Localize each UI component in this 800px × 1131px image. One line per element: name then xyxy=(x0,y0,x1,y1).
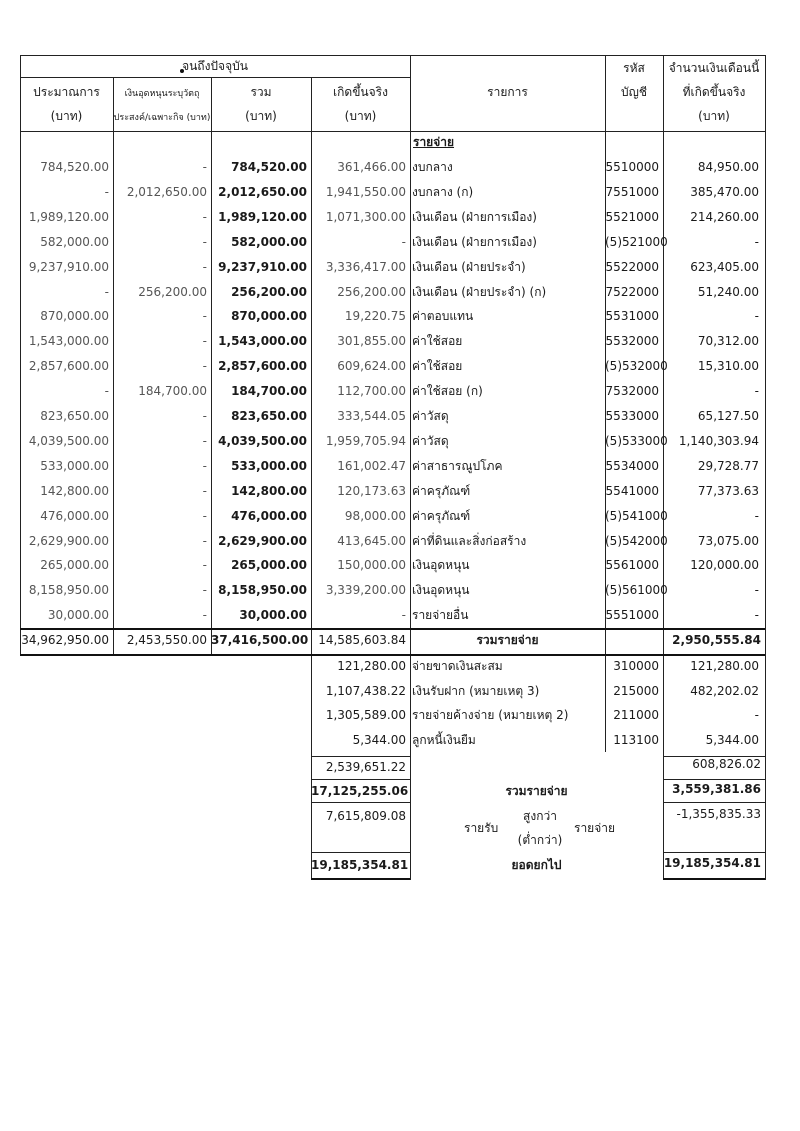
row-actual: - xyxy=(401,235,406,249)
grand-month: 3,559,381.86 xyxy=(672,782,761,796)
row-code: (5)532000 xyxy=(605,359,668,373)
carry-top-line-r xyxy=(663,852,765,853)
table-top-border xyxy=(20,55,765,56)
row-actual: - xyxy=(401,608,406,622)
extra-code: 113100 xyxy=(613,733,659,747)
total-total: 37,416,500.00 xyxy=(211,633,309,647)
extra-code: 211000 xyxy=(613,708,659,722)
row-code: 7551000 xyxy=(605,185,659,199)
row-month: 73,075.00 xyxy=(697,534,759,548)
row-subsidy: - xyxy=(202,235,207,249)
code-col-line xyxy=(605,655,606,752)
row-budget: - xyxy=(104,384,109,398)
row-budget: 2,857,600.00 xyxy=(28,359,109,373)
grand-top-line xyxy=(311,779,410,780)
row-actual: 161,002.47 xyxy=(337,459,406,473)
row-month: - xyxy=(754,235,759,249)
row-total: 1,543,000.00 xyxy=(218,334,307,348)
row-code: 5522000 xyxy=(605,260,659,274)
diff-income-label: รายรับ xyxy=(464,821,499,835)
extra-month: 121,280.00 xyxy=(690,659,759,673)
row-month: 15,310.00 xyxy=(697,359,759,373)
total-top-border xyxy=(20,628,765,630)
row-actual: 120,173.63 xyxy=(337,484,406,498)
row-actual: 333,544.05 xyxy=(337,409,406,423)
row-month: 385,470.00 xyxy=(690,185,759,199)
row-actual: 609,624.00 xyxy=(337,359,406,373)
row-total: 823,650.00 xyxy=(231,409,307,423)
row-item: รายจ่ายอื่น xyxy=(412,608,469,622)
extra-month: 482,202.02 xyxy=(690,684,759,698)
item-header: รายการ xyxy=(487,85,528,99)
row-code: 5510000 xyxy=(605,160,659,174)
row-item: ค่าครุภัณฑ์ xyxy=(412,509,471,523)
grand-actual: 17,125,255.06 xyxy=(311,784,409,798)
extra-item: รายจ่ายค้างจ่าย (หมายเหตุ 2) xyxy=(412,708,569,722)
row-total: 533,000.00 xyxy=(231,459,307,473)
carry-bottom-line-r xyxy=(663,878,765,880)
grand-top-line-r xyxy=(663,779,765,780)
row-month: 70,312.00 xyxy=(697,334,759,348)
total-header: รวม xyxy=(250,85,272,99)
row-subsidy: - xyxy=(202,334,207,348)
row-month: - xyxy=(754,384,759,398)
row-month: 120,000.00 xyxy=(690,558,759,572)
extra-month: - xyxy=(754,708,759,722)
row-actual: 256,200.00 xyxy=(337,285,406,299)
total-bottom-border xyxy=(20,654,765,656)
header-bottom-border xyxy=(20,131,765,132)
extra-item: ลูกหนี้เงินยืม xyxy=(412,733,476,747)
row-budget: - xyxy=(104,185,109,199)
row-subsidy: - xyxy=(202,608,207,622)
row-month: - xyxy=(754,608,759,622)
subsidy-header: เงินอุดหนุนระบุวัตถุ xyxy=(124,89,200,99)
month-header: จำนวนเงินเดือนนี้ xyxy=(668,61,760,75)
total-label: รวมรายจ่าย xyxy=(476,633,539,647)
sub-actual: 2,539,651.22 xyxy=(325,760,406,774)
extra-actual: 1,305,589.00 xyxy=(325,708,406,722)
carry-bottom-line xyxy=(311,878,410,880)
row-total: 142,800.00 xyxy=(231,484,307,498)
row-actual: 1,071,300.00 xyxy=(325,210,406,224)
row-code: 7532000 xyxy=(605,384,659,398)
row-month: 84,950.00 xyxy=(697,160,759,174)
row-budget: 870,000.00 xyxy=(40,309,109,323)
section-title: รายจ่าย xyxy=(413,135,455,149)
row-item: ค่าที่ดินและสิ่งก่อสร้าง xyxy=(412,534,527,548)
row-actual: 1,959,705.94 xyxy=(325,434,406,448)
row-budget: 2,629,900.00 xyxy=(28,534,109,548)
row-actual: 361,466.00 xyxy=(337,160,406,174)
row-budget: 784,520.00 xyxy=(40,160,109,174)
row-subsidy: - xyxy=(202,558,207,572)
row-subsidy: - xyxy=(202,309,207,323)
row-month: - xyxy=(754,309,759,323)
row-total: 265,000.00 xyxy=(231,558,307,572)
row-item: ค่าวัสดุ xyxy=(412,409,449,423)
row-total: 8,158,950.00 xyxy=(218,583,307,597)
row-item: ค่าใช้สอย (ก) xyxy=(412,384,483,398)
row-month: - xyxy=(754,583,759,597)
row-item: เงินอุดหนุน xyxy=(412,558,470,572)
row-budget: 1,543,000.00 xyxy=(28,334,109,348)
sub-top-line xyxy=(311,756,410,757)
row-month: 29,728.77 xyxy=(697,459,759,473)
budget-unit: (บาท) xyxy=(50,109,83,123)
row-subsidy: - xyxy=(202,484,207,498)
row-code: 5532000 xyxy=(605,334,659,348)
row-item: ค่าตอบแทน xyxy=(412,309,474,323)
row-item: เงินเดือน (ฝ่ายประจำ) xyxy=(412,260,526,274)
header-split-line xyxy=(20,77,410,78)
extra-item: เงินรับฝาก (หมายเหตุ 3) xyxy=(412,684,540,698)
code-header-2: บัญชี xyxy=(621,85,647,99)
row-budget: 1,989,120.00 xyxy=(28,210,109,224)
month-header-2: ที่เกิดขึ้นจริง xyxy=(682,85,746,99)
total-actual: 14,585,603.84 xyxy=(318,633,406,647)
row-total: 2,629,900.00 xyxy=(218,534,307,548)
extra-actual: 1,107,438.22 xyxy=(325,684,406,698)
row-code: 5533000 xyxy=(605,409,659,423)
row-subsidy: - xyxy=(202,210,207,224)
diff-month: -1,355,835.33 xyxy=(676,807,761,821)
row-month: 51,240.00 xyxy=(697,285,759,299)
row-month: 623,405.00 xyxy=(690,260,759,274)
row-subsidy: - xyxy=(202,260,207,274)
row-actual: 3,336,417.00 xyxy=(325,260,406,274)
row-code: (5)541000 xyxy=(605,509,668,523)
row-item: งบกลาง (ก) xyxy=(412,185,474,199)
row-month: 77,373.63 xyxy=(697,484,759,498)
row-subsidy: 256,200.00 xyxy=(138,285,207,299)
row-code: 7522000 xyxy=(605,285,659,299)
month-unit: (บาท) xyxy=(698,109,730,123)
extra-code: 215000 xyxy=(613,684,659,698)
row-subsidy: - xyxy=(202,409,207,423)
row-budget: 30,000.00 xyxy=(47,608,109,622)
extra-actual: 5,344.00 xyxy=(352,733,406,747)
total-month: 2,950,555.84 xyxy=(672,633,761,647)
row-actual: 1,941,550.00 xyxy=(325,185,406,199)
row-total: 476,000.00 xyxy=(231,509,307,523)
extra-item: จ่ายขาดเงินสะสม xyxy=(412,659,503,673)
row-subsidy: 184,700.00 xyxy=(138,384,207,398)
row-code: (5)533000 xyxy=(605,434,668,448)
row-item: ค่าใช้สอย xyxy=(412,334,463,348)
row-item: ค่าสาธารณูปโภค xyxy=(412,459,503,473)
row-code: (5)521000 xyxy=(605,235,668,249)
row-item: เงินเดือน (ฝ่ายการเมือง) xyxy=(412,210,537,224)
row-actual: 150,000.00 xyxy=(337,558,406,572)
row-total: 4,039,500.00 xyxy=(218,434,307,448)
row-subsidy: - xyxy=(202,583,207,597)
row-budget: 476,000.00 xyxy=(40,509,109,523)
row-total: 1,989,120.00 xyxy=(218,210,307,224)
row-code: 5534000 xyxy=(605,459,659,473)
sub-month: 608,826.02 xyxy=(692,757,761,771)
row-subsidy: 2,012,650.00 xyxy=(126,185,207,199)
row-total: 2,012,650.00 xyxy=(218,185,307,199)
col-line xyxy=(410,55,411,880)
row-item: งบกลาง xyxy=(412,160,453,174)
row-budget: 9,237,910.00 xyxy=(28,260,109,274)
row-total: 784,520.00 xyxy=(231,160,307,174)
row-total: 256,200.00 xyxy=(231,285,307,299)
row-actual: 301,855.00 xyxy=(337,334,406,348)
row-code: (5)561000 xyxy=(605,583,668,597)
row-subsidy: - xyxy=(202,459,207,473)
row-budget: 533,000.00 xyxy=(40,459,109,473)
carry-month: 19,185,354.81 xyxy=(663,856,761,870)
row-budget: - xyxy=(104,285,109,299)
row-budget: 265,000.00 xyxy=(40,558,109,572)
code-header: รหัส xyxy=(623,61,645,75)
total-unit: (บาท) xyxy=(245,109,277,123)
diff-lower-label: (ต่ำกว่า) xyxy=(517,833,563,847)
diff-higher-label: สูงกว่า xyxy=(523,809,557,823)
diff-expense-label: รายจ่าย xyxy=(574,821,616,835)
total-budget: 34,962,950.00 xyxy=(21,633,109,647)
row-item: เงินเดือน (ฝ่ายประจำ) (ก) xyxy=(412,285,547,299)
row-code: 5521000 xyxy=(605,210,659,224)
row-code: 5541000 xyxy=(605,484,659,498)
row-code: 5561000 xyxy=(605,558,659,572)
diff-actual: 7,615,809.08 xyxy=(325,809,406,823)
row-month: - xyxy=(754,509,759,523)
extra-code: 310000 xyxy=(613,659,659,673)
row-item: เงินอุดหนุน xyxy=(412,583,470,597)
diff-top-line-r xyxy=(663,802,765,803)
row-budget: 4,039,500.00 xyxy=(28,434,109,448)
row-actual: 3,339,200.00 xyxy=(325,583,406,597)
extra-month: 5,344.00 xyxy=(705,733,759,747)
diff-top-line xyxy=(311,802,410,803)
carry-label: ยอดยกไป xyxy=(511,858,562,872)
row-month: 1,140,303.94 xyxy=(678,434,759,448)
actual-header: เกิดขึ้นจริง xyxy=(333,85,388,99)
row-subsidy: - xyxy=(202,359,207,373)
extra-actual: 121,280.00 xyxy=(337,659,406,673)
total-subsidy: 2,453,550.00 xyxy=(126,633,207,647)
row-subsidy: - xyxy=(202,534,207,548)
to-date-header: จนถึงปัจจุบัน xyxy=(182,59,248,73)
subsidy-header-2: ประสงค์/เฉพาะกิจ (บาท) xyxy=(113,113,211,123)
row-item: ค่าวัสดุ xyxy=(412,434,449,448)
grand-label: รวมรายจ่าย xyxy=(505,784,568,798)
row-total: 184,700.00 xyxy=(231,384,307,398)
row-total: 870,000.00 xyxy=(231,309,307,323)
row-budget: 142,800.00 xyxy=(40,484,109,498)
row-total: 30,000.00 xyxy=(239,608,307,622)
row-actual: 19,220.75 xyxy=(344,309,406,323)
row-actual: 413,645.00 xyxy=(337,534,406,548)
row-actual: 98,000.00 xyxy=(344,509,406,523)
row-budget: 582,000.00 xyxy=(40,235,109,249)
actual-unit: (บาท) xyxy=(344,109,377,123)
row-actual: 112,700.00 xyxy=(337,384,406,398)
row-subsidy: - xyxy=(202,509,207,523)
row-code: (5)542000 xyxy=(605,534,668,548)
budget-header: ประมาณการ xyxy=(33,85,100,99)
row-month: 65,127.50 xyxy=(697,409,759,423)
row-item: ค่าใช้สอย xyxy=(412,359,463,373)
row-code: 5531000 xyxy=(605,309,659,323)
row-code: 5551000 xyxy=(605,608,659,622)
row-month: 214,260.00 xyxy=(690,210,759,224)
row-budget: 8,158,950.00 xyxy=(28,583,109,597)
col-line xyxy=(765,55,766,880)
row-item: เงินเดือน (ฝ่ายการเมือง) xyxy=(412,235,537,249)
row-total: 9,237,910.00 xyxy=(218,260,307,274)
row-item: ค่าครุภัณฑ์ xyxy=(412,484,471,498)
row-subsidy: - xyxy=(202,160,207,174)
carry-top-line xyxy=(311,852,410,853)
row-total: 582,000.00 xyxy=(231,235,307,249)
row-total: 2,857,600.00 xyxy=(218,359,307,373)
row-subsidy: - xyxy=(202,434,207,448)
row-budget: 823,650.00 xyxy=(40,409,109,423)
carry-actual: 19,185,354.81 xyxy=(311,858,409,872)
